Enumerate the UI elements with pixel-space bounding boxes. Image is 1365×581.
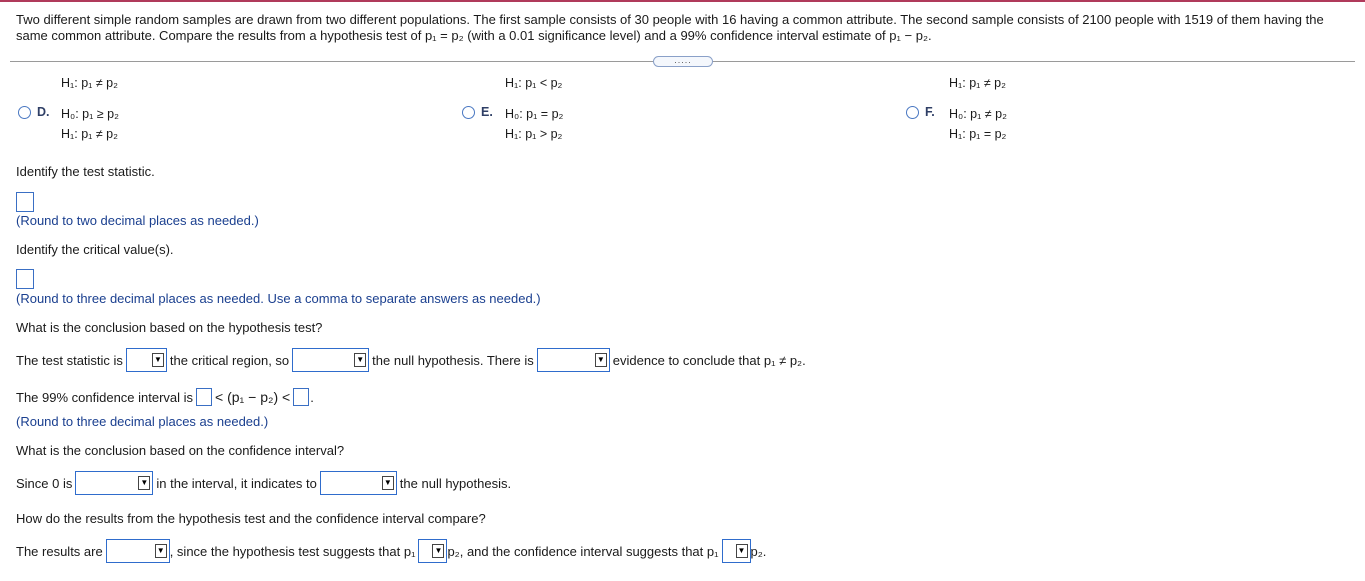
critical-value-note: (Round to three decimal places as needed. Use a comma to separate answers as needed.) <box>16 291 541 306</box>
compare-row <box>16 539 769 563</box>
compare-text-2: , since the hypothesis test suggests that p₁ <box>169 543 416 559</box>
option-e-letter: E. <box>481 105 493 119</box>
option-a-h1: H₁: p₁ ≠ p₂ <box>61 76 118 90</box>
ci-lower-input[interactable] <box>196 388 212 406</box>
compare-text-4: p₂. <box>750 543 767 559</box>
zero-in-interval-dropdown[interactable] <box>75 471 153 495</box>
ci-conclusion-text-2: in the interval, it indicates to <box>156 475 317 491</box>
ci-conclusion-text-1: Since 0 is <box>16 475 73 491</box>
ci-null-hypothesis-dropdown[interactable] <box>320 471 397 495</box>
confidence-interval-row <box>16 388 317 406</box>
test-statistic-input[interactable] <box>16 192 34 212</box>
test-conclusion-text-4: evidence to conclude that p₁ ≠ p₂. <box>612 352 806 368</box>
option-e-h1: H₁: p₁ > p₂ <box>505 127 563 141</box>
critical-value-input[interactable] <box>16 269 34 289</box>
expand-button[interactable]: ..... <box>653 56 713 67</box>
confidence-interval-middle: < (p₁ − p₂) < <box>215 389 291 405</box>
evidence-level-dropdown[interactable] <box>537 348 610 372</box>
test-conclusion-text-3: the null hypothesis. There is <box>372 352 534 368</box>
compare-prompt: How do the results from the hypothesis test and the confidence interval compare? <box>16 511 486 526</box>
ci-conclusion-prompt: What is the conclusion based on the confidence interval? <box>16 443 345 458</box>
option-d-letter: D. <box>37 105 50 119</box>
chevron-down-icon: ▼ <box>155 544 167 558</box>
test-conclusion-prompt: What is the conclusion based on the hypothesis test? <box>16 320 323 335</box>
chevron-down-icon: ▼ <box>382 476 394 490</box>
option-f-h1: H₁: p₁ = p₂ <box>949 127 1007 141</box>
compare-text-3: p₂, and the confidence interval suggests that p₁ <box>447 543 719 559</box>
option-f-h0: H₀: p₁ ≠ p₂ <box>949 107 1007 121</box>
ci-conclusion-row <box>16 471 514 495</box>
chevron-down-icon: ▼ <box>736 544 748 558</box>
test-relation-dropdown[interactable] <box>418 539 447 563</box>
test-statistic-region-dropdown[interactable] <box>126 348 167 372</box>
option-d-h1: H₁: p₁ ≠ p₂ <box>61 127 118 141</box>
option-b-h1: H₁: p₁ < p₂ <box>505 76 563 90</box>
confidence-interval-text-1: The 99% confidence interval is <box>16 389 194 405</box>
test-statistic-note: (Round to two decimal places as needed.) <box>16 213 259 228</box>
ci-conclusion-text-3: the null hypothesis. <box>399 475 512 491</box>
option-e-h0: H₀: p₁ = p₂ <box>505 107 564 121</box>
option-d-radio[interactable] <box>18 106 31 119</box>
option-f-radio[interactable] <box>906 106 919 119</box>
test-conclusion-text-1: The test statistic is <box>16 352 123 368</box>
ci-upper-input[interactable] <box>293 388 309 406</box>
top-accent-line <box>0 0 1365 2</box>
test-statistic-prompt: Identify the test statistic. <box>16 164 155 179</box>
option-c-h1: H₁: p₁ ≠ p₂ <box>949 76 1006 90</box>
confidence-interval-end: . <box>310 389 314 405</box>
critical-value-prompt: Identify the critical value(s). <box>16 242 174 257</box>
chevron-down-icon: ▼ <box>138 476 150 490</box>
chevron-down-icon: ▼ <box>354 353 366 367</box>
option-e-radio[interactable] <box>462 106 475 119</box>
chevron-down-icon: ▼ <box>595 353 607 367</box>
ci-relation-dropdown[interactable] <box>722 539 751 563</box>
test-conclusion-row <box>16 348 809 372</box>
chevron-down-icon: ▼ <box>432 544 444 558</box>
confidence-interval-note: (Round to three decimal places as needed.) <box>16 414 269 429</box>
compare-text-1: The results are <box>16 543 103 559</box>
results-comparison-dropdown[interactable] <box>106 539 170 563</box>
test-conclusion-text-2: the critical region, so <box>169 352 290 368</box>
chevron-down-icon: ▼ <box>152 353 164 367</box>
question-text: Two different simple random samples are drawn from two different populations. The first sample consists of 30 people with 16 having a common attribute. The second sample consists of 2100 people with 1519 of them having the same common attribute. Compare the results from a hypothesis test of p₁ = p₂ (with a 0.01 significance level) and a 99% confidence interval estimate of p₁ − p₂. <box>16 12 1324 43</box>
option-d-h0: H₀: p₁ ≥ p₂ <box>61 107 119 121</box>
option-f-letter: F. <box>925 105 935 119</box>
null-hypothesis-action-dropdown[interactable] <box>292 348 369 372</box>
